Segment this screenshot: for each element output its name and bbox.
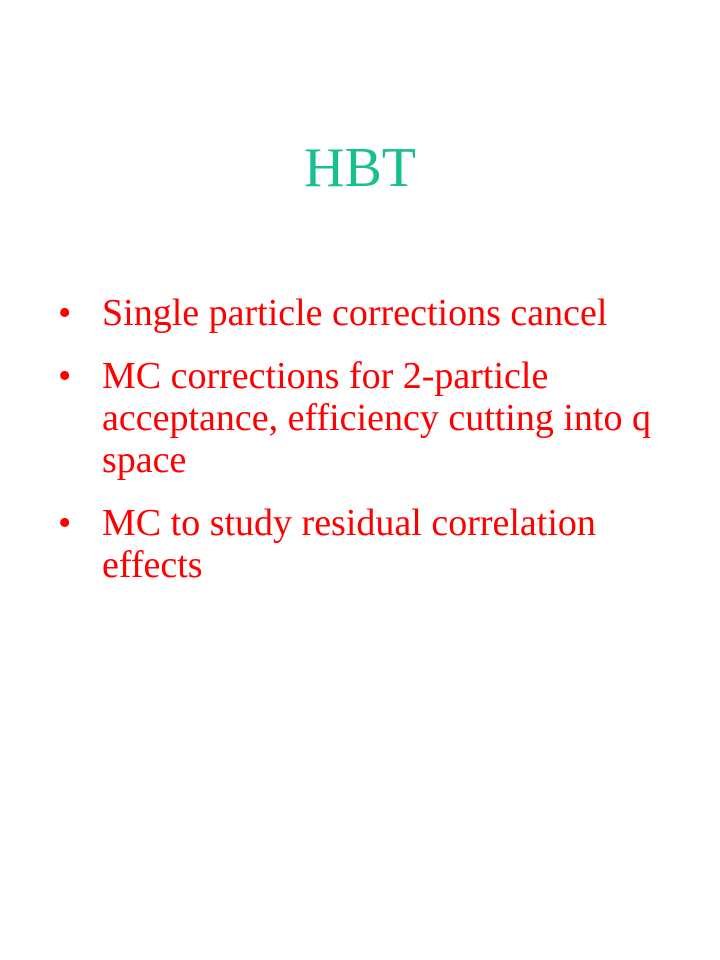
- bullet-list: [58, 292, 678, 607]
- bullet-dot-icon: •: [58, 502, 72, 544]
- bullet-item: [58, 292, 678, 334]
- bullet-dot-icon: •: [58, 292, 72, 334]
- bullet-text: MC corrections for 2-particle acceptance, efficiency cutting into q space: [102, 355, 651, 481]
- bullet-item: [58, 355, 678, 481]
- slide-title: HBT: [304, 137, 416, 199]
- bullet-dot-icon: •: [58, 355, 72, 397]
- bullet-text: MC to study residual correlation effects: [102, 502, 596, 586]
- bullet-text: Single particle corrections cancel: [102, 292, 608, 334]
- bullet-item: [58, 502, 678, 586]
